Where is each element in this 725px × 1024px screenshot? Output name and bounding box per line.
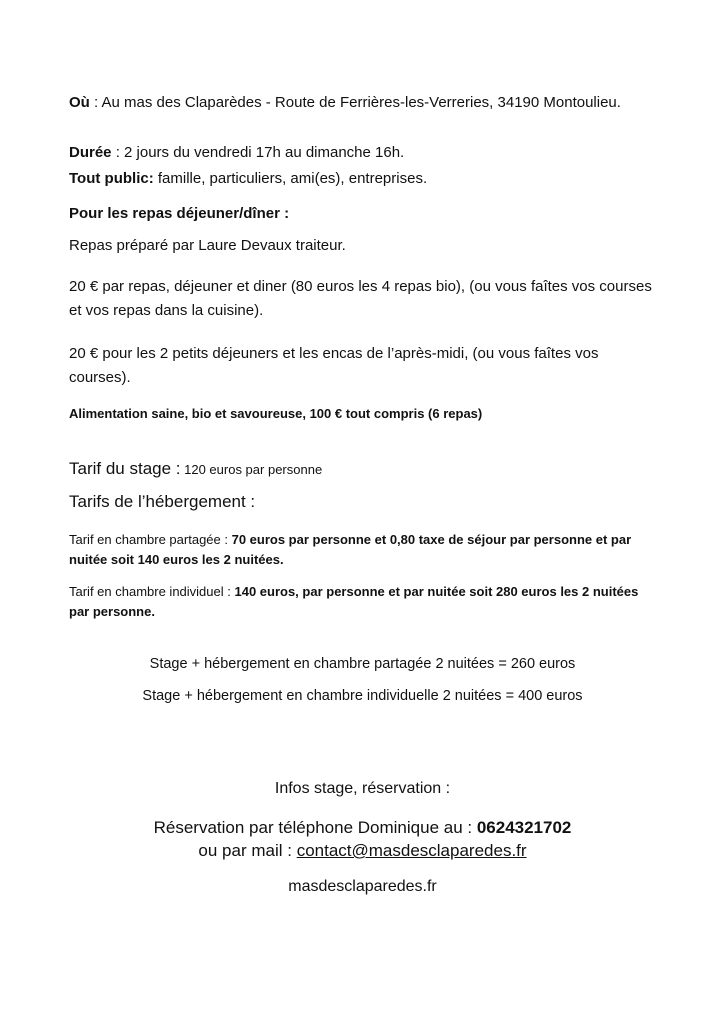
course-rate-label: Tarif du stage :: [69, 459, 181, 478]
lodging-shared: [69, 530, 659, 570]
location-paragraph: [69, 92, 659, 113]
location-text: : Au mas des Claparèdes - Route de Ferrières-les-Verreries, 34190 Montoulieu.: [89, 94, 621, 111]
contact-heading: Infos stage, réservation :: [274, 780, 451, 797]
lodging-single: [69, 582, 659, 622]
contact-phone-text: Réservation par téléphone Dominique au :: [153, 818, 477, 837]
course-rate: [69, 458, 659, 480]
duration-text: : 2 jours du vendredi 17h au dimanche 16h.: [111, 144, 405, 161]
location-label: Où: [69, 94, 90, 111]
duration-paragraph: [69, 142, 659, 163]
contact-phone-line: [0, 816, 725, 839]
contact-mail-text: ou par mail :: [198, 841, 297, 860]
lodging-shared-label: Tarif en chambre partagée :: [69, 532, 232, 547]
audience-text: famille, particuliers, ami(es), entreprises.: [153, 170, 428, 187]
meals-summary: Alimentation saine, bio et savoureuse, 100 € tout compris (6 repas): [69, 406, 483, 421]
meals-price: 20 € par repas, déjeuner et diner (80 euros les 4 repas bio), (ou vous faîtes vos courses et vos repas dans la cuisine).: [69, 278, 652, 319]
audience-label: Tout public:: [69, 170, 154, 187]
breakfast-price: 20 € pour les 2 petits déjeuners et les encas de l’après-midi, (ou vous faîtes vos courses).: [69, 345, 599, 386]
total-shared: Stage + hébergement en chambre partagée 2 nuitées = 260 euros: [149, 656, 576, 672]
lodging-single-label: Tarif en chambre individuel :: [69, 584, 235, 599]
audience-paragraph: [69, 168, 659, 189]
meals-heading: Pour les repas déjeuner/dîner :: [69, 205, 290, 222]
contact-mail-line: [0, 839, 725, 862]
duration-label: Durée: [69, 144, 112, 161]
lodging-single-value: 140 euros, par personne et par nuitée soit 280 euros les 2 nuitées par personne.: [69, 584, 639, 619]
contact-email-link[interactable]: contact@masdesclaparedes.fr: [296, 841, 527, 860]
website[interactable]: masdesclaparedes.fr: [288, 878, 437, 895]
lodging-shared-value: 70 euros par personne et 0,80 taxe de séjour par personne et par nuitée soit 140 euros les 2 nuitées.: [69, 532, 632, 567]
total-single: Stage + hébergement en chambre individuelle 2 nuitées = 400 euros: [142, 688, 583, 704]
course-rate-value: 120 euros par personne: [180, 462, 323, 477]
lodging-heading: Tarifs de l’hébergement :: [69, 492, 256, 511]
contact-phone-number[interactable]: 0624321702: [476, 818, 572, 837]
meals-caterer: Repas préparé par Laure Devaux traiteur.: [69, 237, 346, 254]
